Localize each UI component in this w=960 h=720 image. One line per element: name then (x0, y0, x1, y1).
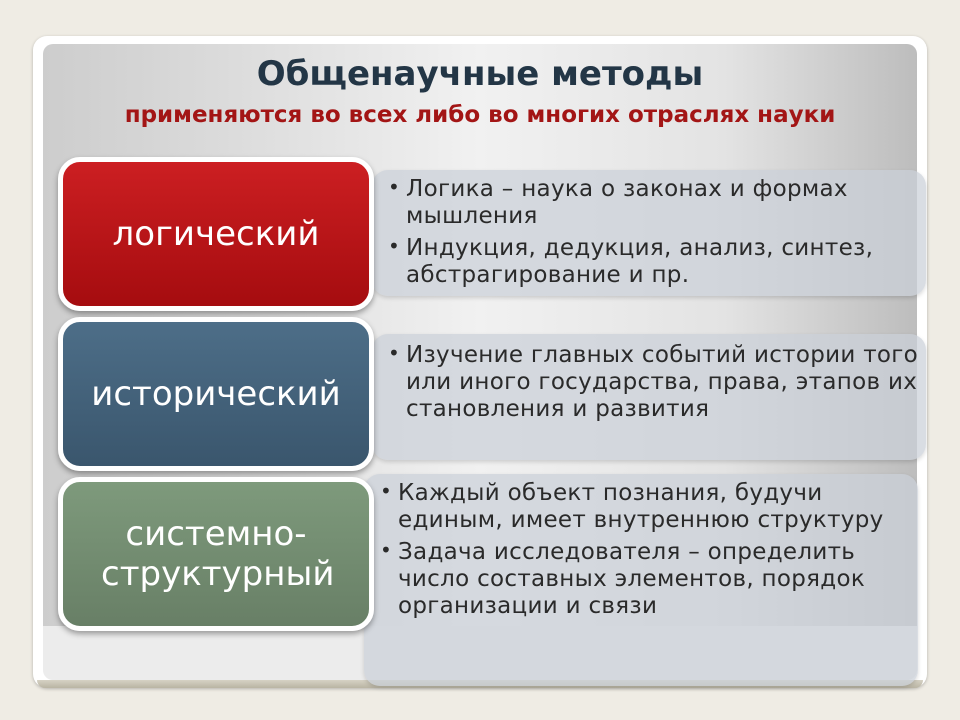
systemic-item-text: Каждый объект познания, будучи единым, имеет внутреннюю структуру (398, 480, 884, 533)
bullet-icon: • (380, 479, 393, 503)
historical-description-box (372, 334, 926, 460)
bullet-icon: • (388, 234, 401, 258)
systemic-item (364, 539, 918, 620)
systemic-item (364, 480, 918, 534)
slide-title: Общенаучные методы (256, 54, 704, 94)
systemic-item-text: Задача исследователя – определить число составных элементов, порядок организации и связи (398, 539, 866, 619)
method-systemic-box (58, 477, 374, 631)
method-historical-box (58, 317, 374, 471)
method-systemic-label: системно-структурный (101, 514, 335, 594)
historical-item-text: Изучение главных событий истории того или иного государства, права, этапов их становления и развития (406, 342, 919, 422)
bullet-icon: • (388, 175, 401, 199)
bullet-icon: • (388, 341, 401, 365)
historical-item (372, 342, 926, 423)
logical-item-text: Индукция, дедукция, анализ, синтез, абстрагирование и пр. (406, 235, 874, 288)
logical-item (372, 235, 926, 289)
logical-description-box (372, 170, 926, 296)
slide-subtitle: применяются во всех либо во многих отраслях науки (124, 102, 836, 128)
systemic-description-box (364, 474, 918, 686)
method-historical-label: исторический (91, 374, 341, 414)
method-logical-box (58, 157, 374, 311)
bullet-icon: • (380, 538, 393, 562)
logical-item-text: Логика – наука о законах и формах мышления (406, 176, 848, 229)
method-logical-label: логический (112, 214, 320, 254)
logical-item (372, 176, 926, 230)
